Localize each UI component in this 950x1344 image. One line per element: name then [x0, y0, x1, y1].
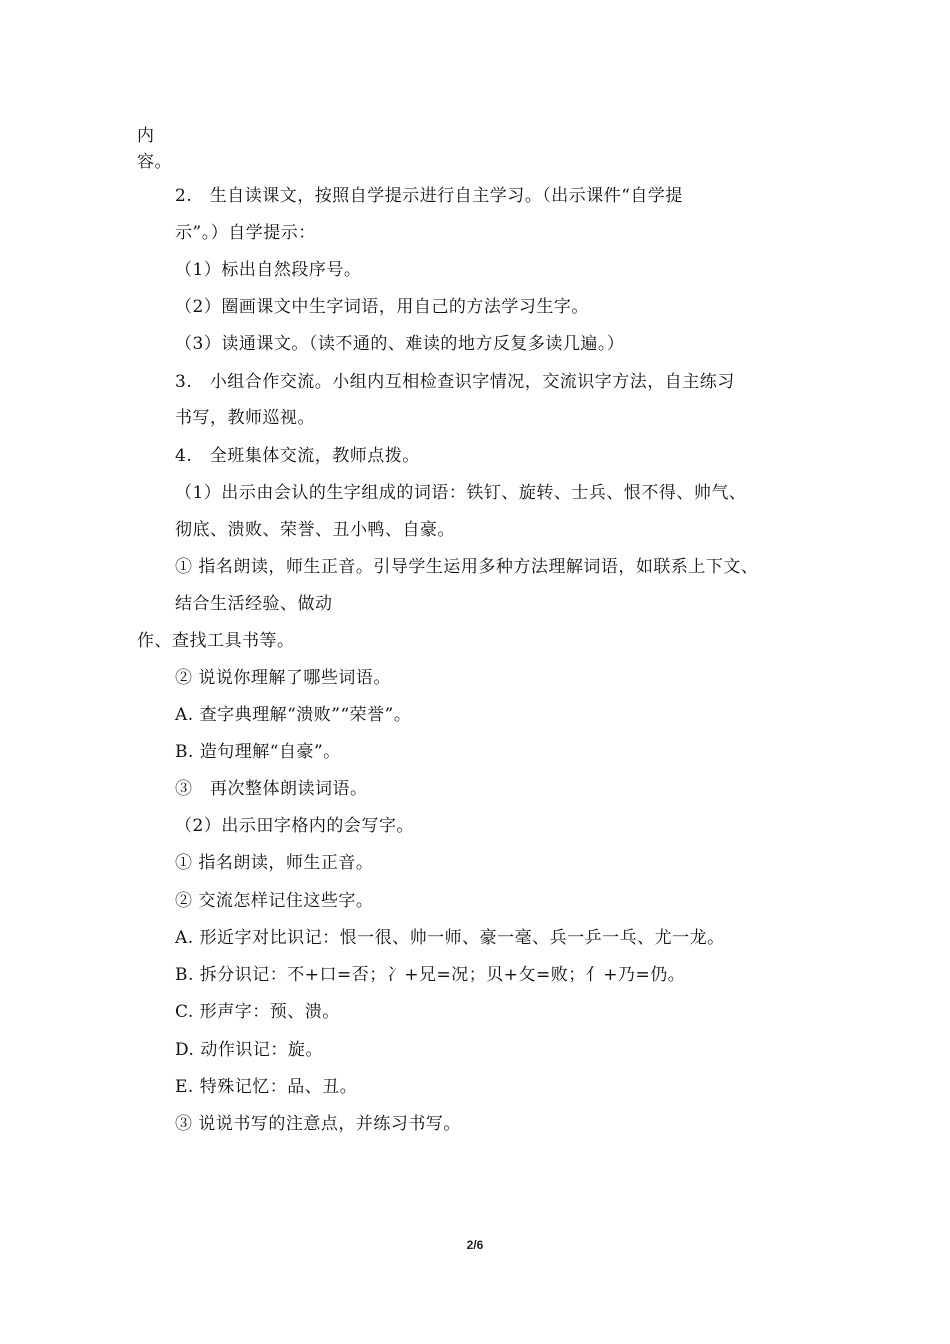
text-line: 3. 小组合作交流。小组内互相检查识字情况，交流识字方法，自主练习	[175, 372, 735, 392]
text-line: A. 形近字对比识记：恨一很、帅一师、豪一毫、兵一乒一乓、尤一龙。	[175, 928, 725, 948]
text-line: 彻底、溃败、荣誉、丑小鸭、自豪。	[175, 520, 455, 540]
text-line: A. 查字典理解“溃败”“荣誉”。	[175, 705, 412, 725]
text-line: C. 形声字：预、溃。	[175, 1002, 340, 1022]
text-line: ③ 说说书写的注意点，并练习书写。	[175, 1114, 461, 1134]
text-line: 2. 生自读课文，按照自学提示进行自主学习。（出示课件“自学提	[175, 186, 683, 206]
text-line: 4. 全班集体交流，教师点拨。	[175, 446, 420, 466]
text-line: ② 交流怎样记住这些字。	[175, 891, 374, 911]
text-line: （2）出示田字格内的会写字。	[175, 816, 414, 836]
text-line: （2）圈画课文中生字词语，用自己的方法学习生字。	[175, 297, 589, 317]
text-line: 结合生活经验、做动	[175, 594, 333, 614]
text-line: 示”。）自学提示：	[175, 223, 316, 243]
text-line: ② 说说你理解了哪些词语。	[175, 668, 391, 688]
text-line: 作、查找工具书等。	[137, 631, 295, 651]
text-line: （1）标出自然段序号。	[175, 260, 362, 280]
text-line: 容。	[137, 152, 172, 172]
text-line: （3）读通课文。（读不通的、难读的地方反复多读几遍。）	[175, 334, 625, 354]
text-line: 书写，教师巡视。	[175, 408, 315, 428]
text-line: （1）出示由会认的生字组成的词语：铁钉、旋转、士兵、恨不得、帅气、	[175, 483, 747, 503]
text-line: E. 特殊记忆：品、丑。	[175, 1077, 358, 1097]
text-line: D. 动作识记：旋。	[175, 1040, 323, 1060]
text-line: ① 指名朗读，师生正音。	[175, 853, 374, 873]
text-line: ③ 再次整体朗读词语。	[175, 779, 368, 799]
text-line: B. 拆分识记：不+口=否；冫+兄=况；贝+攵=败；亻+乃=仍。	[175, 965, 686, 985]
page-number: 2/6	[466, 1238, 484, 1252]
text-line: B. 造句理解“自豪”。	[175, 742, 341, 762]
text-line: 内	[137, 126, 155, 146]
text-line: ① 指名朗读，师生正音。引导学生运用多种方法理解词语，如联系上下文、	[175, 557, 759, 577]
